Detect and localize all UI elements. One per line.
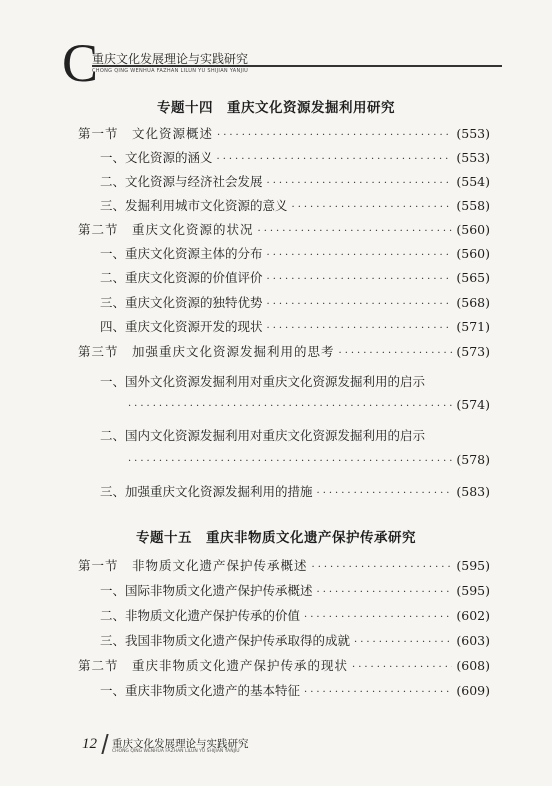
toc-page: (560) [456,246,490,261]
leader-dots [304,687,452,698]
toc-entry[interactable] [100,606,490,624]
toc-entry-continuation[interactable] [124,452,490,467]
toc-entry-chapter[interactable] [78,220,490,238]
toc-page: (553) [456,126,490,141]
toc-entry[interactable] [100,172,490,190]
topic-15-heading: 专题十五 重庆非物质文化遗产保护传承研究 [136,530,416,546]
toc-label: 一、重庆非物质文化遗产的基本特征 [100,683,301,698]
leader-dots [312,562,453,573]
toc-page: (583) [456,484,490,499]
toc-page: (571) [456,319,490,334]
leader-dots [267,178,453,189]
toc-entry[interactable] [100,581,490,599]
header-rule [92,65,502,67]
toc-label: 二、重庆文化资源的价值评价 [100,270,263,285]
leader-dots [217,130,452,141]
toc-page: (595) [456,558,490,573]
toc-label: 二、文化资源与经济社会发展 [100,174,263,189]
leader-dots [267,250,453,261]
leader-dots [317,587,453,598]
toc-entry-chapter[interactable] [78,556,490,574]
running-footer [82,734,482,758]
toc-entry-chapter[interactable] [78,656,490,674]
header-logo-letter: C [62,33,99,93]
toc-page: (608) [456,658,490,673]
leader-dots [267,299,453,310]
toc-page: (595) [456,583,490,598]
leader-dots [128,401,452,412]
toc-label: 二、非物质文化遗产保护传承的价值 [100,608,301,623]
leader-dots [292,202,453,213]
toc-entry-label[interactable]: 二、国内文化资源发掘利用对重庆文化资源发掘利用的启示 [100,428,426,443]
toc-label: 第一节 文化资源概述 [78,126,214,141]
toc-label: 三、加强重庆文化资源发掘利用的措施 [100,484,313,499]
footer-slash [101,734,108,754]
toc-page: (558) [456,198,490,213]
toc-entry[interactable] [100,148,490,166]
header-title: 重庆文化发展理论与实践研究 [92,52,249,66]
toc-page: (568) [456,295,490,310]
toc-page: (553) [456,150,490,165]
leader-dots [258,226,453,237]
toc-entry[interactable] [100,681,490,699]
toc-label: 一、重庆文化资源主体的分布 [100,246,263,261]
toc-page: (560) [456,222,490,237]
leader-dots [267,323,453,334]
toc-page: (609) [456,683,490,698]
leader-dots [352,662,452,673]
leader-dots [339,348,453,359]
toc-page: (578) [456,452,490,467]
leader-dots [267,274,453,285]
footer-pinyin: CHONG QING WENHUA FAZHAN LILUN YU SHIJIAN YANJIU [112,749,240,754]
toc-label: 一、文化资源的涵义 [100,150,213,165]
footer-title: 重庆文化发展理论与实践研究 [112,738,249,750]
leader-dots [128,456,452,467]
toc-label: 一、国际非物质文化遗产保护传承概述 [100,583,313,598]
toc-page: (603) [456,633,490,648]
toc-label: 第三节 加强重庆文化资源发掘利用的思考 [78,344,335,359]
running-header [62,33,502,93]
leader-dots [217,154,453,165]
toc-label: 第一节 非物质文化遗产保护传承概述 [78,558,308,573]
toc-page: (602) [456,608,490,623]
toc-page: (573) [456,344,490,359]
toc-label: 四、重庆文化资源开发的现状 [100,319,263,334]
toc-page: (554) [456,174,490,189]
toc-entry[interactable] [100,317,490,335]
page-number: 12 [82,736,97,752]
toc-page: (565) [456,270,490,285]
toc-label: 三、发掘利用城市文化资源的意义 [100,198,288,213]
toc-entry-chapter[interactable] [78,124,490,142]
toc-entry[interactable] [100,631,490,649]
toc-entry[interactable] [100,482,490,500]
toc-entry-continuation[interactable] [124,397,490,412]
leader-dots [354,637,452,648]
toc-label: 三、重庆文化资源的独特优势 [100,295,263,310]
toc-label: 第二节 重庆非物质文化遗产保护传承的现状 [78,658,349,673]
leader-dots [304,612,452,623]
toc-page: (574) [456,397,490,412]
toc-entry[interactable] [100,293,490,311]
toc-entry[interactable] [100,196,490,214]
toc-label: 第二节 重庆文化资源的状况 [78,222,254,237]
toc-entry[interactable] [100,268,490,286]
topic-14-heading: 专题十四 重庆文化资源发掘利用研究 [157,100,395,116]
header-pinyin: CHONG QING WENHUA FAZHAN LILUN YU SHIJIAN YANJIU [92,68,249,74]
toc-entry-chapter[interactable] [78,342,490,360]
leader-dots [317,488,453,499]
toc-entry-label[interactable]: 一、国外文化资源发掘利用对重庆文化资源发掘利用的启示 [100,374,426,389]
toc-entry[interactable] [100,244,490,262]
toc-label: 三、我国非物质文化遗产保护传承取得的成就 [100,633,351,648]
